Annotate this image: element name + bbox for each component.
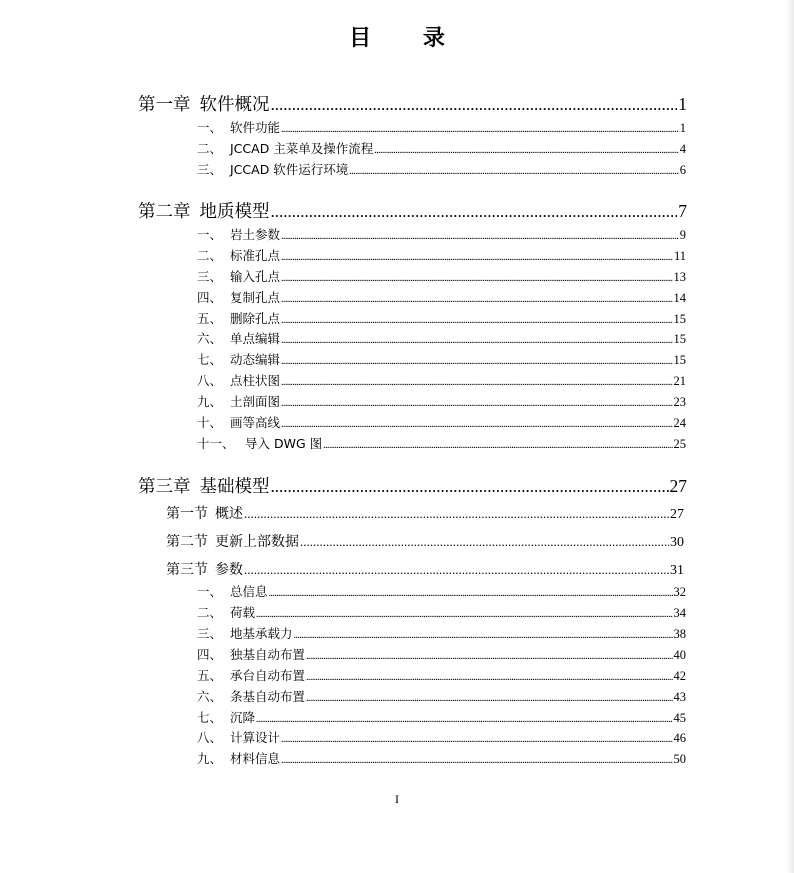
item-page: 50 <box>673 752 686 766</box>
item-page: 25 <box>673 437 686 451</box>
section-page: 30 <box>670 535 684 550</box>
dot-leader <box>281 752 672 770</box>
item-number: 六、 <box>197 689 223 704</box>
toc-item[interactable] <box>197 435 686 455</box>
toc-chapter-3[interactable] <box>138 474 687 499</box>
dot-leader <box>271 200 678 224</box>
dot-leader <box>281 395 672 413</box>
toc-section-3[interactable] <box>166 560 684 581</box>
dot-leader <box>244 560 669 580</box>
item-page: 15 <box>673 332 686 346</box>
item-number: 三、 <box>197 269 223 284</box>
toc-section-2[interactable] <box>166 532 684 553</box>
item-number: 五、 <box>197 311 223 326</box>
toc-item[interactable] <box>197 729 686 749</box>
chapter-page: 1 <box>678 94 687 114</box>
dot-leader <box>281 121 679 139</box>
item-page: 24 <box>673 416 686 430</box>
dot-leader <box>256 711 672 729</box>
item-page: 9 <box>679 228 686 242</box>
dot-leader <box>281 270 672 288</box>
item-page: 1 <box>679 121 686 135</box>
section-title: 更新上部数据 <box>215 534 299 550</box>
dot-leader <box>281 353 672 371</box>
item-title: 计算设计 <box>230 730 281 745</box>
chapter-title: 地质模型 <box>199 202 270 222</box>
toc-item[interactable] <box>197 393 686 413</box>
toc-item[interactable] <box>197 372 686 392</box>
item-number: 一、 <box>197 120 223 135</box>
item-title: JCCAD 软件运行环境 <box>230 162 349 177</box>
toc-title: 目 录 <box>349 26 467 51</box>
dot-leader <box>300 532 669 552</box>
toc-item[interactable] <box>197 667 686 687</box>
item-number: 九、 <box>197 394 223 409</box>
item-number: 三、 <box>197 626 223 641</box>
dot-leader <box>281 249 673 267</box>
item-number: 二、 <box>197 141 223 156</box>
item-page: 46 <box>673 731 686 745</box>
dot-leader <box>306 648 672 666</box>
item-page: 6 <box>679 163 686 177</box>
item-title: 材料信息 <box>230 751 281 766</box>
page-number: I <box>395 792 399 806</box>
item-number: 一、 <box>197 227 223 242</box>
item-number: 十一、 <box>197 436 235 451</box>
toc-item[interactable] <box>197 247 686 267</box>
toc-chapter-2[interactable] <box>138 199 687 224</box>
dot-leader <box>281 731 672 749</box>
dot-leader <box>281 291 672 309</box>
toc-item[interactable] <box>197 119 686 139</box>
dot-leader <box>271 93 678 117</box>
item-page: 15 <box>673 353 686 367</box>
item-page: 14 <box>673 291 686 305</box>
item-title: 条基自动布置 <box>230 689 306 704</box>
toc-item[interactable] <box>197 709 686 729</box>
toc-item[interactable] <box>197 268 686 288</box>
dot-leader <box>281 374 672 392</box>
dot-leader <box>256 606 672 624</box>
section-number: 第一节 <box>166 506 208 522</box>
item-number: 九、 <box>197 751 223 766</box>
toc-item[interactable] <box>197 646 686 666</box>
dot-leader <box>269 585 673 603</box>
item-title: 导入 DWG 图 <box>245 436 323 451</box>
item-title: 地基承载力 <box>230 626 293 641</box>
item-number: 二、 <box>197 605 223 620</box>
item-page: 34 <box>673 606 686 620</box>
toc-item[interactable] <box>197 330 686 350</box>
dot-leader <box>281 332 672 350</box>
item-title: 复制孔点 <box>230 290 281 305</box>
item-title: 删除孔点 <box>230 311 281 326</box>
chapter-page: 7 <box>678 201 687 221</box>
chapter-number: 第三章 <box>138 477 191 497</box>
item-title: JCCAD 主菜单及操作流程 <box>230 141 374 156</box>
item-page: 42 <box>673 669 686 683</box>
dot-leader <box>281 312 672 330</box>
dot-leader <box>244 504 669 524</box>
item-page: 15 <box>673 312 686 326</box>
chapter-title: 软件概况 <box>199 95 270 115</box>
dot-leader <box>306 690 672 708</box>
item-title: 输入孔点 <box>230 269 281 284</box>
toc-item[interactable] <box>197 289 686 309</box>
section-number: 第三节 <box>166 562 208 578</box>
item-number: 八、 <box>197 730 223 745</box>
dot-leader <box>281 416 672 434</box>
item-page: 11 <box>673 249 686 263</box>
toc-chapter-1[interactable] <box>138 92 687 117</box>
item-number: 一、 <box>197 584 223 599</box>
item-title: 点柱状图 <box>230 373 281 388</box>
toc-item[interactable] <box>197 414 686 434</box>
chapter-title: 基础模型 <box>199 477 270 497</box>
page-edge-shadow <box>786 0 794 873</box>
item-page: 32 <box>673 585 686 599</box>
item-title: 承台自动布置 <box>230 668 306 683</box>
section-title: 参数 <box>215 562 243 578</box>
item-title: 岩土参数 <box>230 227 281 242</box>
dot-leader <box>349 163 678 181</box>
item-page: 21 <box>673 374 686 388</box>
item-number: 四、 <box>197 290 223 305</box>
item-page: 40 <box>673 648 686 662</box>
toc-item[interactable] <box>197 140 686 160</box>
item-page: 13 <box>673 270 686 284</box>
toc-item[interactable] <box>197 688 686 708</box>
item-title: 沉降 <box>230 710 256 725</box>
item-number: 三、 <box>197 162 223 177</box>
dot-leader <box>323 437 672 455</box>
item-title: 土剖面图 <box>230 394 281 409</box>
section-page: 27 <box>670 507 684 522</box>
section-title: 概述 <box>215 506 243 522</box>
item-number: 六、 <box>197 331 223 346</box>
dot-leader <box>271 475 669 499</box>
section-page: 31 <box>670 563 684 578</box>
item-number: 四、 <box>197 647 223 662</box>
item-number: 十、 <box>197 415 223 430</box>
toc-item[interactable] <box>197 310 686 330</box>
toc-item[interactable] <box>197 604 686 624</box>
toc-item[interactable] <box>197 750 686 770</box>
dot-leader <box>306 669 672 687</box>
toc-item[interactable] <box>197 351 686 371</box>
item-title: 独基自动布置 <box>230 647 306 662</box>
dot-leader <box>281 228 679 246</box>
item-page: 38 <box>673 627 686 641</box>
chapter-number: 第一章 <box>138 95 191 115</box>
toc-item[interactable] <box>197 226 686 246</box>
item-title: 软件功能 <box>230 120 281 135</box>
item-title: 画等高线 <box>230 415 281 430</box>
item-page: 4 <box>679 142 686 156</box>
chapter-number: 第二章 <box>138 202 191 222</box>
item-page: 45 <box>673 711 686 725</box>
chapter-page: 27 <box>669 476 687 496</box>
item-page: 23 <box>673 395 686 409</box>
item-number: 五、 <box>197 668 223 683</box>
toc-item[interactable] <box>197 625 686 645</box>
item-number: 七、 <box>197 352 223 367</box>
item-page: 43 <box>673 690 686 704</box>
item-title: 动态编辑 <box>230 352 281 367</box>
item-number: 八、 <box>197 373 223 388</box>
item-number: 二、 <box>197 248 223 263</box>
toc-item[interactable] <box>197 583 686 603</box>
item-title: 总信息 <box>230 584 268 599</box>
toc-item[interactable] <box>197 161 686 181</box>
item-title: 荷载 <box>230 605 256 620</box>
section-number: 第二节 <box>166 534 208 550</box>
dot-leader <box>294 627 673 645</box>
toc-section-1[interactable] <box>166 504 684 525</box>
dot-leader <box>374 142 678 160</box>
item-title: 标准孔点 <box>230 248 281 263</box>
item-title: 单点编辑 <box>230 331 281 346</box>
item-number: 七、 <box>197 710 223 725</box>
